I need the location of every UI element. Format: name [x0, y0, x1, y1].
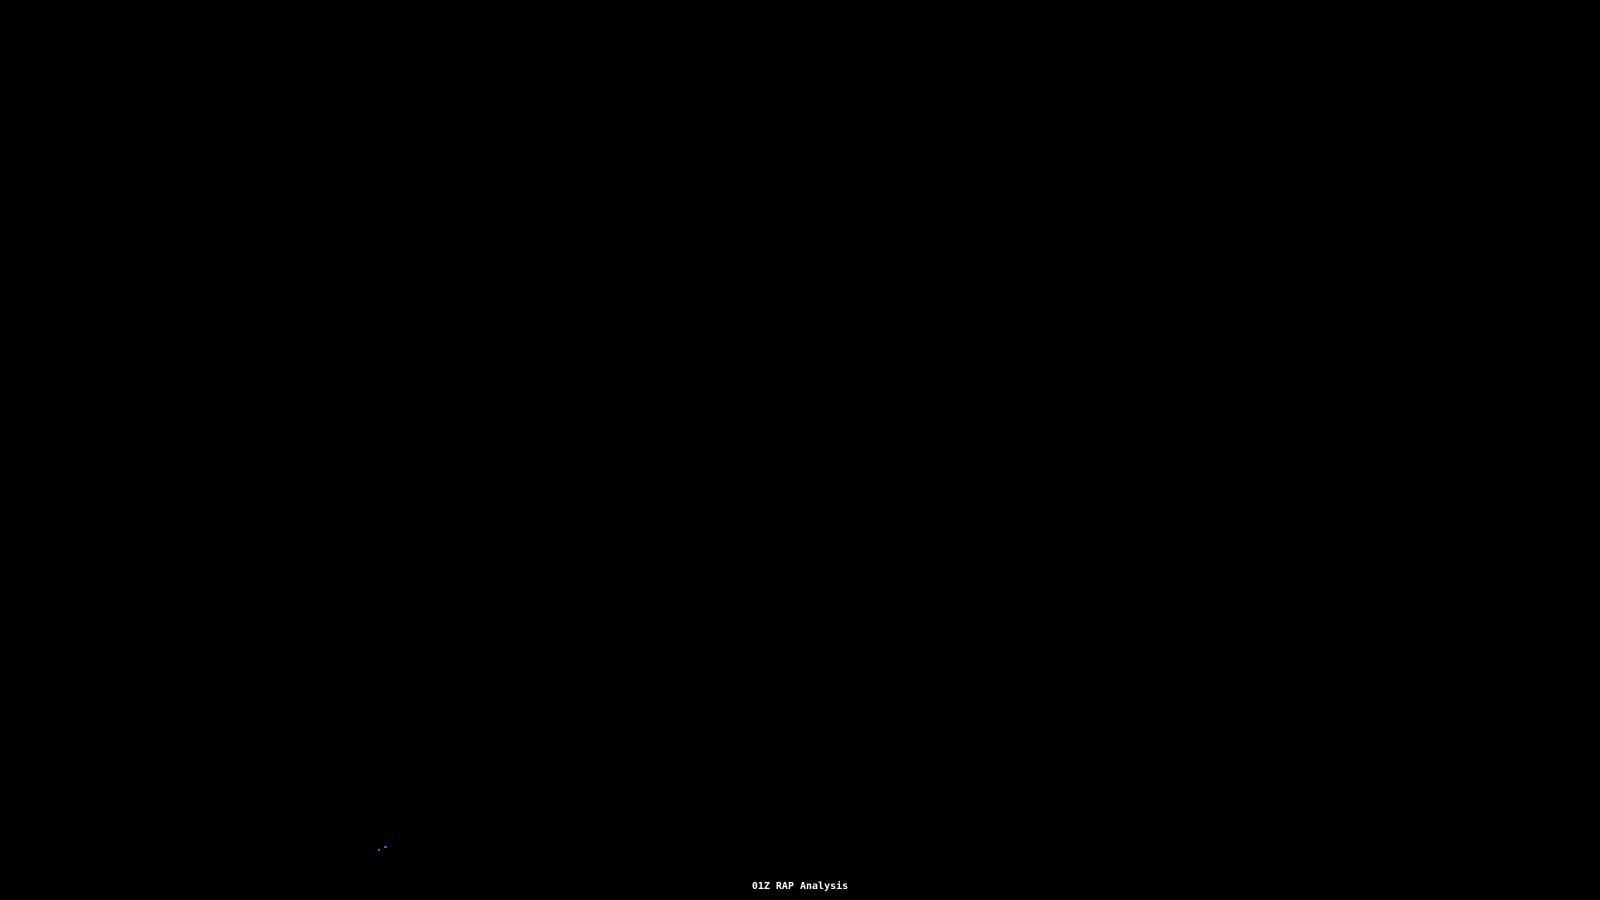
- data-point-speck: [378, 849, 380, 851]
- chart-title: 01Z RAP Analysis: [751, 881, 849, 892]
- data-point-speck: [384, 846, 387, 848]
